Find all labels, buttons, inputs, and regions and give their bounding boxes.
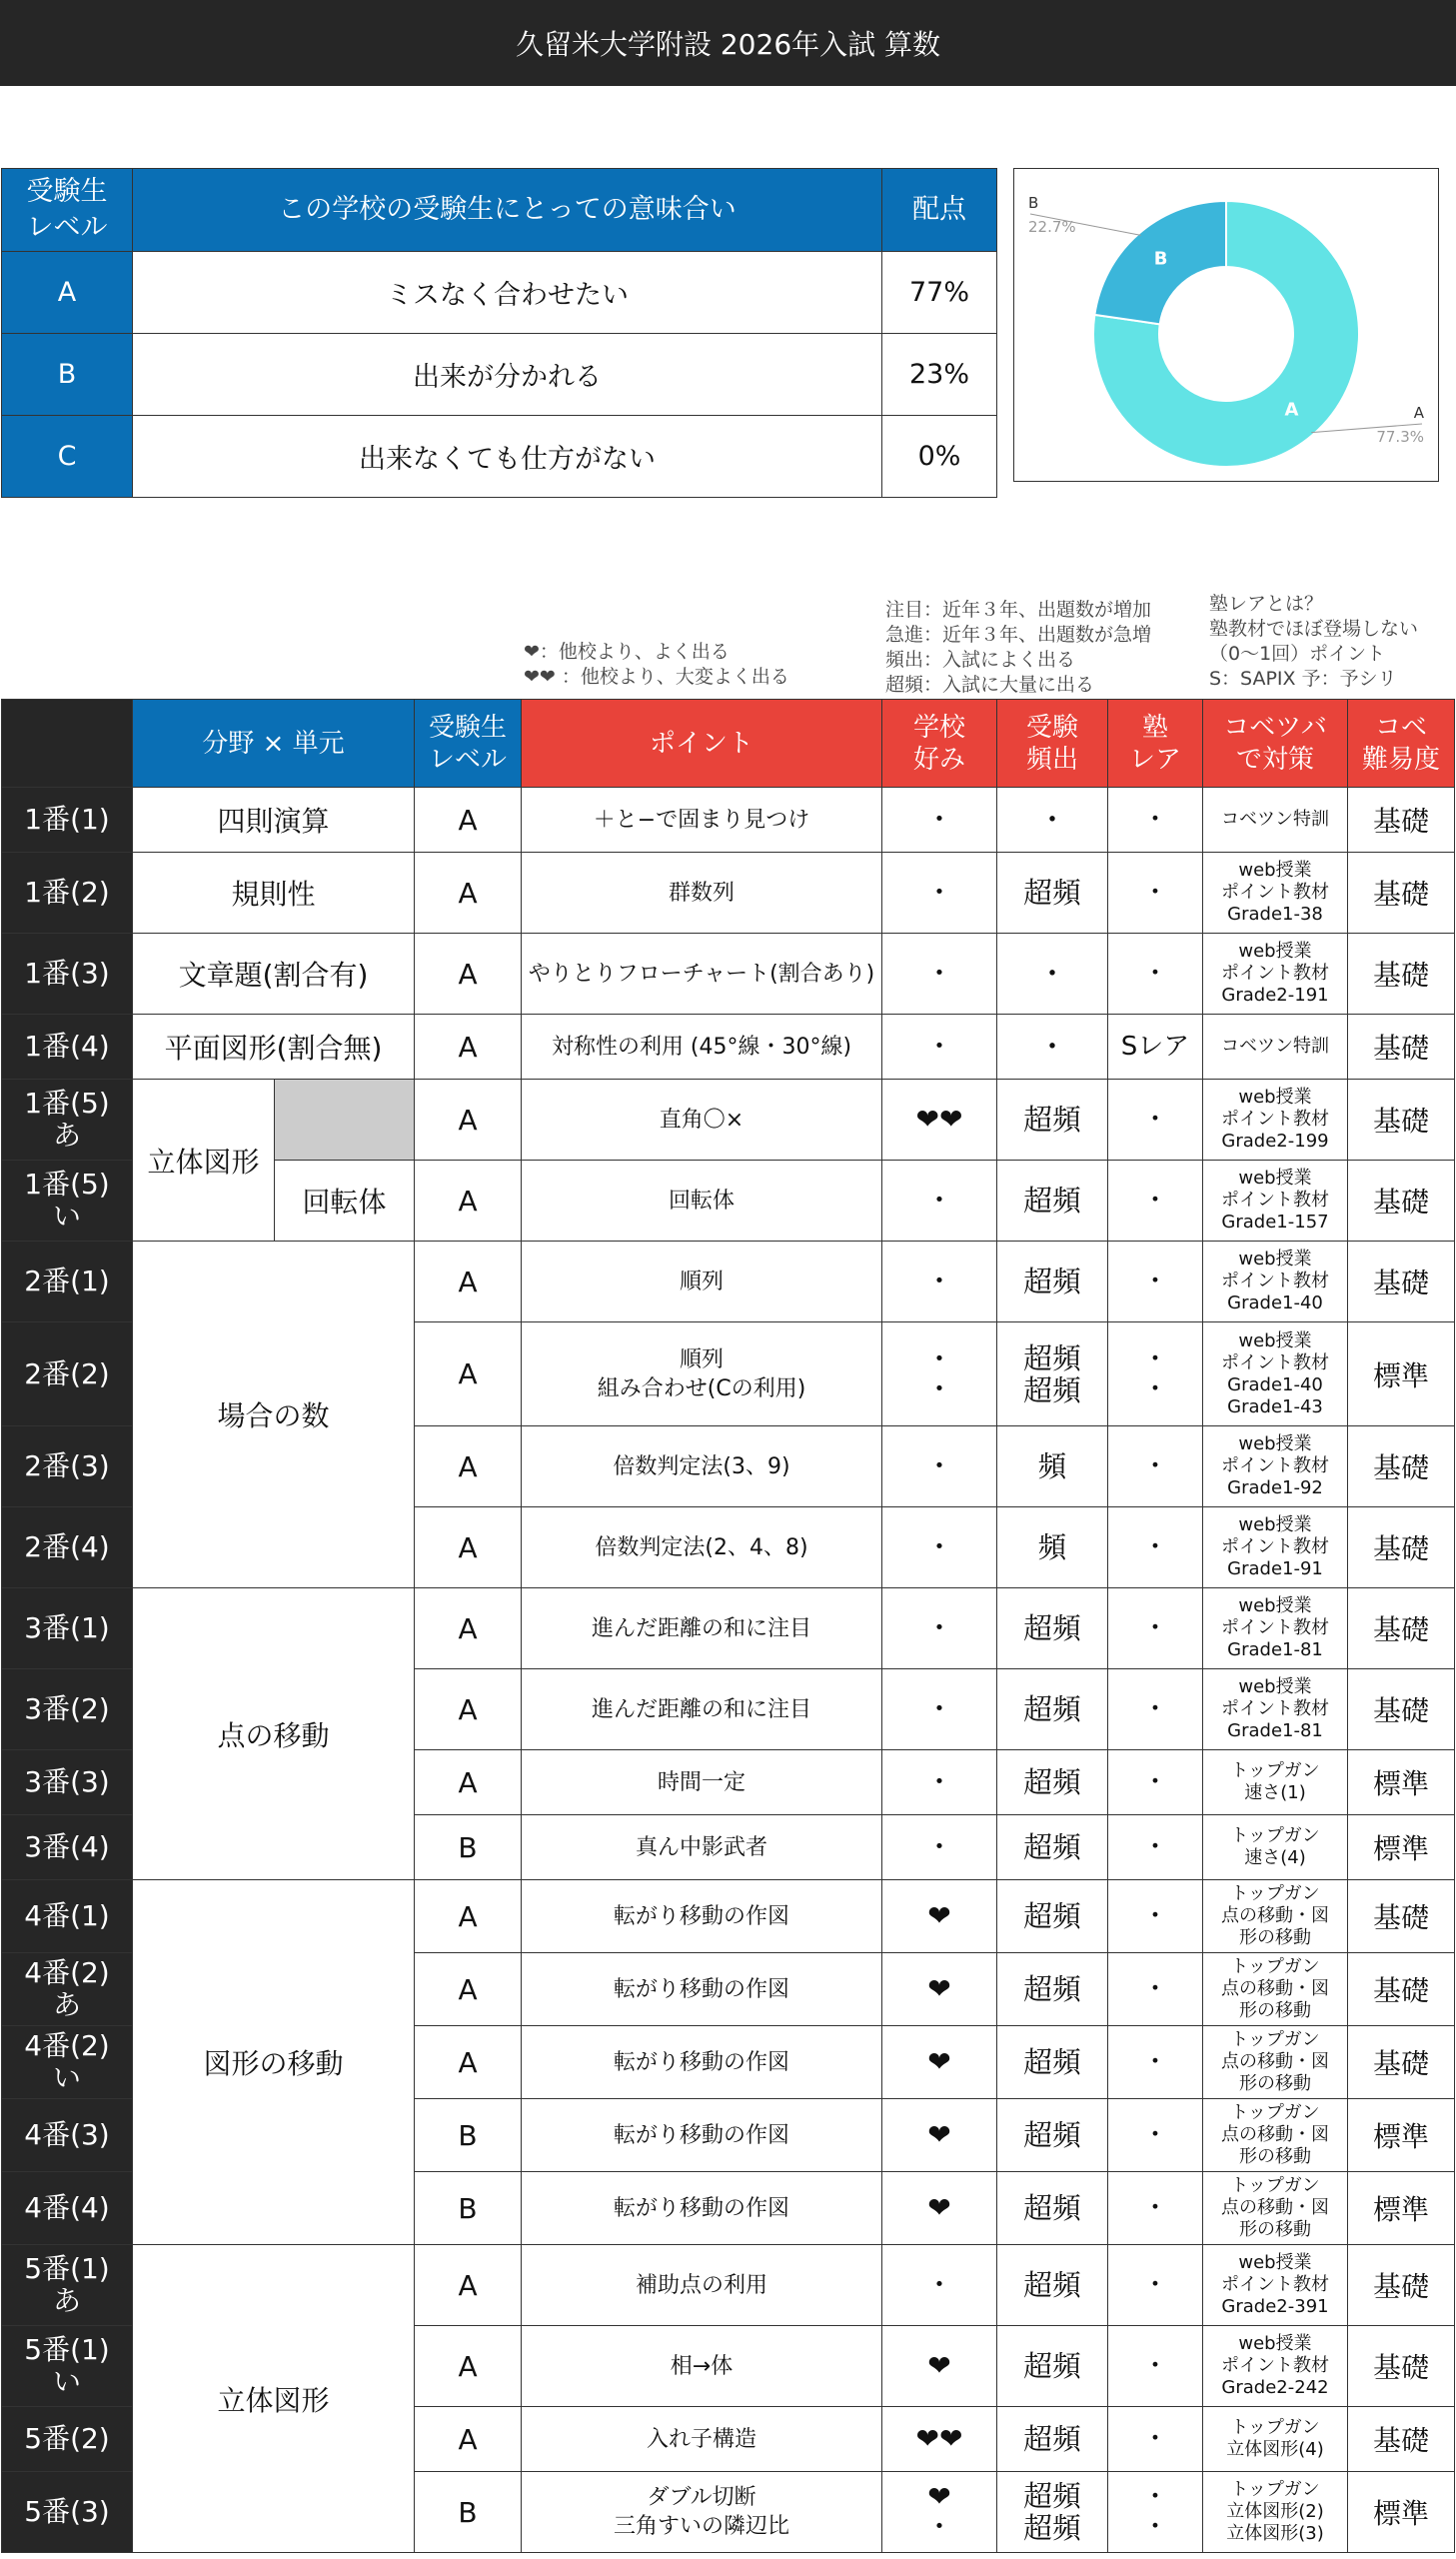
rare-cell: ・ [1108, 1426, 1203, 1507]
difficulty-cell: 基礎 [1348, 1507, 1455, 1588]
rare-cell: ・ [1108, 1161, 1203, 1242]
summary-row [2, 252, 997, 334]
like-cell: ・ [882, 788, 997, 853]
header-level: 受験生 レベル [415, 700, 522, 788]
level-cell: A [415, 2326, 522, 2407]
level-summary-table [1, 168, 997, 498]
point-cell: やりとりフローチャート(割合あり) [522, 934, 882, 1015]
bunya-cell: 平面図形(割合無) [133, 1015, 415, 1080]
difficulty-cell: 基礎 [1348, 1015, 1455, 1080]
bunya-cell: 点の移動 [133, 1588, 415, 1880]
point-cell: 対称性の利用 (45°線・30°線) [522, 1015, 882, 1080]
table-row [2, 2245, 1455, 2326]
difficulty-cell: 基礎 [1348, 1161, 1455, 1242]
frequency-cell: 超頻 [997, 1815, 1108, 1880]
question-number: 2番(3) [2, 1426, 133, 1507]
point-cell: ダブル切断 三角すいの隣辺比 [522, 2472, 882, 2553]
rare-cell: ・ [1108, 1242, 1203, 1322]
like-cell: ・ ・ [882, 1322, 997, 1426]
kobetsuba-cell: コベツン特訓 [1203, 1015, 1348, 1080]
header-point: ポイント [522, 700, 882, 788]
question-number: 2番(1) [2, 1242, 133, 1322]
like-cell: ❤ [882, 2026, 997, 2099]
summary-meaning: 出来なくても仕方がない [133, 416, 882, 498]
bunya-sub-cell: 回転体 [275, 1161, 415, 1242]
kobetsuba-cell: web授業 ポイント教材 Grade1-40 Grade1-43 [1203, 1322, 1348, 1426]
level-cell: B [415, 2472, 522, 2553]
rare-cell: ・ [1108, 853, 1203, 934]
point-cell: 転がり移動の作図 [522, 1880, 882, 1953]
like-cell: ・ [882, 1426, 997, 1507]
like-cell: ❤ [882, 2172, 997, 2245]
frequency-cell: 超頻 [997, 1750, 1108, 1815]
header-question-no [2, 700, 133, 788]
difficulty-cell: 基礎 [1348, 1242, 1455, 1322]
point-cell: 転がり移動の作図 [522, 2172, 882, 2245]
frequency-cell: 超頻 超頻 [997, 2472, 1108, 2553]
kobetsuba-cell: web授業 ポイント教材 Grade1-38 [1203, 853, 1348, 934]
difficulty-cell: 基礎 [1348, 1080, 1455, 1161]
point-cell: 転がり移動の作図 [522, 1953, 882, 2026]
kobetsuba-cell: web授業 ポイント教材 Grade1-92 [1203, 1426, 1348, 1507]
donut-category-label: A [1413, 404, 1424, 422]
header-juku-rare: 塾 レア [1108, 700, 1203, 788]
like-cell: ❤ [882, 1880, 997, 1953]
level-cell: A [415, 1669, 522, 1750]
point-cell: 補助点の利用 [522, 2245, 882, 2326]
bunya-sub-empty [275, 1080, 415, 1161]
frequency-cell: 超頻 [997, 1588, 1108, 1669]
kobetsuba-cell: コベツン特訓 [1203, 788, 1348, 853]
point-cell: 進んだ距離の和に注目 [522, 1588, 882, 1669]
difficulty-cell: 標準 [1348, 2099, 1455, 2172]
bunya-cell: 四則演算 [133, 788, 415, 853]
question-number: 5番(2) [2, 2407, 133, 2472]
kobetsuba-cell: web授業 ポイント教材 Grade1-91 [1203, 1507, 1348, 1588]
level-cell: A [415, 2245, 522, 2326]
point-cell: 真ん中影武者 [522, 1815, 882, 1880]
kobetsuba-cell: web授業 ポイント教材 Grade1-81 [1203, 1669, 1348, 1750]
difficulty-cell: 基礎 [1348, 1669, 1455, 1750]
kobetsuba-cell: トップガン 立体図形(4) [1203, 2407, 1348, 2472]
frequency-cell: ・ [997, 934, 1108, 1015]
header-bunya: 分野 × 単元 [133, 700, 415, 788]
legend-school-preference: ❤：他校より、よく出る ❤❤ ：他校より、大変よく出る [524, 641, 789, 688]
table-row [2, 853, 1455, 934]
rare-cell: ・ [1108, 2326, 1203, 2407]
point-cell: 時間一定 [522, 1750, 882, 1815]
difficulty-cell: 基礎 [1348, 788, 1455, 853]
difficulty-cell: 標準 [1348, 1815, 1455, 1880]
summary-row [2, 334, 997, 416]
summary-header-meaning: この学校の受験生にとっての意味合い [133, 169, 882, 252]
question-number: 5番(1) い [2, 2326, 133, 2407]
rare-cell: ・ [1108, 2407, 1203, 2472]
donut-slice-label: B [1153, 248, 1168, 270]
frequency-cell: 超頻 超頻 [997, 1322, 1108, 1426]
question-number: 5番(1) あ [2, 2245, 133, 2326]
rare-cell: ・ [1108, 934, 1203, 1015]
question-number: 4番(2) あ [2, 1953, 133, 2026]
point-cell: 順列 [522, 1242, 882, 1322]
difficulty-cell: 基礎 [1348, 853, 1455, 934]
like-cell: ・ [882, 1015, 997, 1080]
summary-row [2, 416, 997, 498]
rare-cell: ・ [1108, 1750, 1203, 1815]
difficulty-cell: 基礎 [1348, 2407, 1455, 2472]
frequency-cell: ・ [997, 788, 1108, 853]
level-cell: A [415, 1015, 522, 1080]
question-number: 3番(3) [2, 1750, 133, 1815]
summary-score: 0% [882, 416, 997, 498]
frequency-cell: 超頻 [997, 2326, 1108, 2407]
level-cell: A [415, 2407, 522, 2472]
like-cell: ❤ [882, 2326, 997, 2407]
rare-cell: ・ [1108, 1880, 1203, 1953]
frequency-cell: 超頻 [997, 2172, 1108, 2245]
table-row [2, 1588, 1455, 1669]
like-cell: ・ [882, 934, 997, 1015]
like-cell: ・ [882, 1750, 997, 1815]
point-cell: 倍数判定法(2、4、8) [522, 1507, 882, 1588]
difficulty-cell: 基礎 [1348, 2245, 1455, 2326]
question-number: 3番(2) [2, 1669, 133, 1750]
difficulty-cell: 標準 [1348, 2472, 1455, 2553]
kobetsuba-cell: トップガン 点の移動・図 形の移動 [1203, 1880, 1348, 1953]
like-cell: ・ [882, 2245, 997, 2326]
point-cell: 群数列 [522, 853, 882, 934]
rare-cell: ・ [1108, 2026, 1203, 2099]
frequency-cell: 超頻 [997, 2026, 1108, 2099]
kobetsuba-cell: web授業 ポイント教材 Grade2-191 [1203, 934, 1348, 1015]
rare-cell: ・ [1108, 2245, 1203, 2326]
like-cell: ❤❤ [882, 1080, 997, 1161]
summary-header-row [2, 169, 997, 252]
kobetsuba-cell: web授業 ポイント教材 Grade2-242 [1203, 2326, 1348, 2407]
difficulty-cell: 基礎 [1348, 2326, 1455, 2407]
level-cell: B [415, 2172, 522, 2245]
question-number: 2番(2) [2, 1322, 133, 1426]
table-row [2, 788, 1455, 853]
kobetsuba-cell: トップガン 点の移動・図 形の移動 [1203, 1953, 1348, 2026]
rare-cell: ・ [1108, 2172, 1203, 2245]
frequency-cell: 超頻 [997, 1080, 1108, 1161]
legend-frequency: 注目：近年３年、出題数が増加 急進：近年３年、出題数が急増 頻出：入試によく出る 超頻：入試に大量に出る [885, 599, 1152, 696]
summary-meaning: 出来が分かれる [133, 334, 882, 416]
kobetsuba-cell: トップガン 点の移動・図 形の移動 [1203, 2026, 1348, 2099]
question-number: 5番(3) [2, 2472, 133, 2553]
page-title: 久留米大学附設 2026年入試 算数 [0, 0, 1456, 86]
summary-score: 77% [882, 252, 997, 334]
frequency-cell: 頻 [997, 1426, 1108, 1507]
like-cell: ・ [882, 1507, 997, 1588]
rare-cell: ・ ・ [1108, 1322, 1203, 1426]
table-row [2, 1015, 1455, 1080]
question-number: 3番(4) [2, 1815, 133, 1880]
bunya-cell: 場合の数 [133, 1242, 415, 1588]
frequency-cell: 超頻 [997, 2407, 1108, 2472]
score-donut-chart [1013, 168, 1439, 482]
frequency-cell: 超頻 [997, 1880, 1108, 1953]
kobetsuba-cell: トップガン 速さ(1) [1203, 1750, 1348, 1815]
table-row [2, 1242, 1455, 1322]
question-number: 1番(3) [2, 934, 133, 1015]
donut-slice-label: A [1284, 399, 1299, 421]
summary-level: A [2, 252, 133, 334]
question-number: 3番(1) [2, 1588, 133, 1669]
level-cell: A [415, 934, 522, 1015]
rare-cell: ・ [1108, 1507, 1203, 1588]
point-cell: ＋と−で固まり見つけ [522, 788, 882, 853]
difficulty-cell: 標準 [1348, 1750, 1455, 1815]
like-cell: ・ [882, 1242, 997, 1322]
level-cell: A [415, 2026, 522, 2099]
donut-category-label: B [1028, 194, 1039, 212]
bunya-cell: 立体図形 [133, 2245, 415, 2553]
frequency-cell: 超頻 [997, 853, 1108, 934]
point-cell: 転がり移動の作図 [522, 2099, 882, 2172]
kobetsuba-cell: web授業 ポイント教材 Grade2-199 [1203, 1080, 1348, 1161]
level-cell: A [415, 853, 522, 934]
like-cell: ・ [882, 1161, 997, 1242]
like-cell: ・ [882, 1669, 997, 1750]
frequency-cell: 超頻 [997, 2245, 1108, 2326]
level-cell: A [415, 788, 522, 853]
donut-value-label: 22.7% [1028, 218, 1076, 236]
kobetsuba-cell: トップガン 点の移動・図 形の移動 [1203, 2172, 1348, 2245]
like-cell: ❤ [882, 1953, 997, 2026]
like-cell: ❤ ・ [882, 2472, 997, 2553]
frequency-cell: 超頻 [997, 1669, 1108, 1750]
main-header-row [2, 700, 1455, 788]
rare-cell: ・ ・ [1108, 2472, 1203, 2553]
frequency-cell: ・ [997, 1015, 1108, 1080]
level-cell: A [415, 1161, 522, 1242]
point-cell: 相→体 [522, 2326, 882, 2407]
difficulty-cell: 基礎 [1348, 1426, 1455, 1507]
header-kobetsuba: コベツバ で対策 [1203, 700, 1348, 788]
bunya-cell: 文章題(割合有) [133, 934, 415, 1015]
point-cell: 入れ子構造 [522, 2407, 882, 2472]
like-cell: ❤ [882, 2099, 997, 2172]
level-cell: A [415, 1322, 522, 1426]
rare-cell: ・ [1108, 1669, 1203, 1750]
point-cell: 直角〇× [522, 1080, 882, 1161]
like-cell: ・ [882, 1588, 997, 1669]
kobetsuba-cell: web授業 ポイント教材 Grade1-40 [1203, 1242, 1348, 1322]
table-row [2, 1080, 1455, 1161]
point-cell: 順列 組み合わせ(Cの利用) [522, 1322, 882, 1426]
rare-cell: ・ [1108, 1815, 1203, 1880]
question-number: 4番(4) [2, 2172, 133, 2245]
level-cell: A [415, 1426, 522, 1507]
summary-level: C [2, 416, 133, 498]
difficulty-cell: 標準 [1348, 2172, 1455, 2245]
kobetsuba-cell: web授業 ポイント教材 Grade1-157 [1203, 1161, 1348, 1242]
legend-juku-rare: 塾レアとは？ 塾教材でほぼ登場しない （0～1回）ポイント S：SAPIX 予：予シリ [1209, 593, 1419, 690]
question-number: 1番(2) [2, 853, 133, 934]
summary-level: B [2, 334, 133, 416]
bunya-cell: 立体図形 [133, 1080, 275, 1242]
point-cell: 倍数判定法(3、9) [522, 1426, 882, 1507]
table-row [2, 934, 1455, 1015]
summary-header-score: 配点 [882, 169, 997, 252]
like-cell: ・ [882, 1815, 997, 1880]
table-row [2, 1880, 1455, 1953]
question-number: 2番(4) [2, 1507, 133, 1588]
difficulty-cell: 基礎 [1348, 934, 1455, 1015]
rare-cell: ・ [1108, 1953, 1203, 2026]
bunya-cell: 図形の移動 [133, 1880, 415, 2245]
frequency-cell: 超頻 [997, 1161, 1108, 1242]
rare-cell: ・ [1108, 1588, 1203, 1669]
level-cell: A [415, 1588, 522, 1669]
rare-cell: ・ [1108, 2099, 1203, 2172]
donut-chart-svg [1014, 169, 1438, 481]
question-number: 1番(5) い [2, 1161, 133, 1242]
difficulty-cell: 基礎 [1348, 1953, 1455, 2026]
frequency-cell: 頻 [997, 1507, 1108, 1588]
difficulty-cell: 基礎 [1348, 2026, 1455, 2099]
frequency-cell: 超頻 [997, 2099, 1108, 2172]
frequency-cell: 超頻 [997, 1242, 1108, 1322]
rare-cell: ・ [1108, 788, 1203, 853]
bunya-cell: 規則性 [133, 853, 415, 934]
rare-cell: Sレア [1108, 1015, 1203, 1080]
question-number: 1番(4) [2, 1015, 133, 1080]
like-cell: ・ [882, 853, 997, 934]
kobetsuba-cell: web授業 ポイント教材 Grade2-391 [1203, 2245, 1348, 2326]
difficulty-cell: 基礎 [1348, 1588, 1455, 1669]
rare-cell: ・ [1108, 1080, 1203, 1161]
question-analysis-table [1, 699, 1455, 2553]
level-cell: B [415, 1815, 522, 1880]
question-number: 1番(5) あ [2, 1080, 133, 1161]
level-cell: A [415, 1880, 522, 1953]
question-number: 4番(3) [2, 2099, 133, 2172]
level-cell: A [415, 1507, 522, 1588]
level-cell: A [415, 1750, 522, 1815]
question-number: 1番(1) [2, 788, 133, 853]
summary-meaning: ミスなく合わせたい [133, 252, 882, 334]
kobetsuba-cell: トップガン 速さ(4) [1203, 1815, 1348, 1880]
level-cell: A [415, 1080, 522, 1161]
kobetsuba-cell: トップガン 立体図形(2) 立体図形(3) [1203, 2472, 1348, 2553]
question-number: 4番(2) い [2, 2026, 133, 2099]
summary-header-level: 受験生 レベル [2, 169, 133, 252]
header-school-like: 学校 好み [882, 700, 997, 788]
kobetsuba-cell: トップガン 点の移動・図 形の移動 [1203, 2099, 1348, 2172]
point-cell: 転がり移動の作図 [522, 2026, 882, 2099]
frequency-cell: 超頻 [997, 1953, 1108, 2026]
difficulty-cell: 標準 [1348, 1322, 1455, 1426]
level-cell: A [415, 1953, 522, 2026]
point-cell: 回転体 [522, 1161, 882, 1242]
header-frequency: 受験 頻出 [997, 700, 1108, 788]
point-cell: 進んだ距離の和に注目 [522, 1669, 882, 1750]
question-number: 4番(1) [2, 1880, 133, 1953]
level-cell: A [415, 1242, 522, 1322]
like-cell: ❤❤ [882, 2407, 997, 2472]
donut-value-label: 77.3% [1376, 428, 1424, 446]
kobetsuba-cell: web授業 ポイント教材 Grade1-81 [1203, 1588, 1348, 1669]
difficulty-cell: 基礎 [1348, 1880, 1455, 1953]
summary-score: 23% [882, 334, 997, 416]
level-cell: B [415, 2099, 522, 2172]
header-difficulty: コベ 難易度 [1348, 700, 1455, 788]
